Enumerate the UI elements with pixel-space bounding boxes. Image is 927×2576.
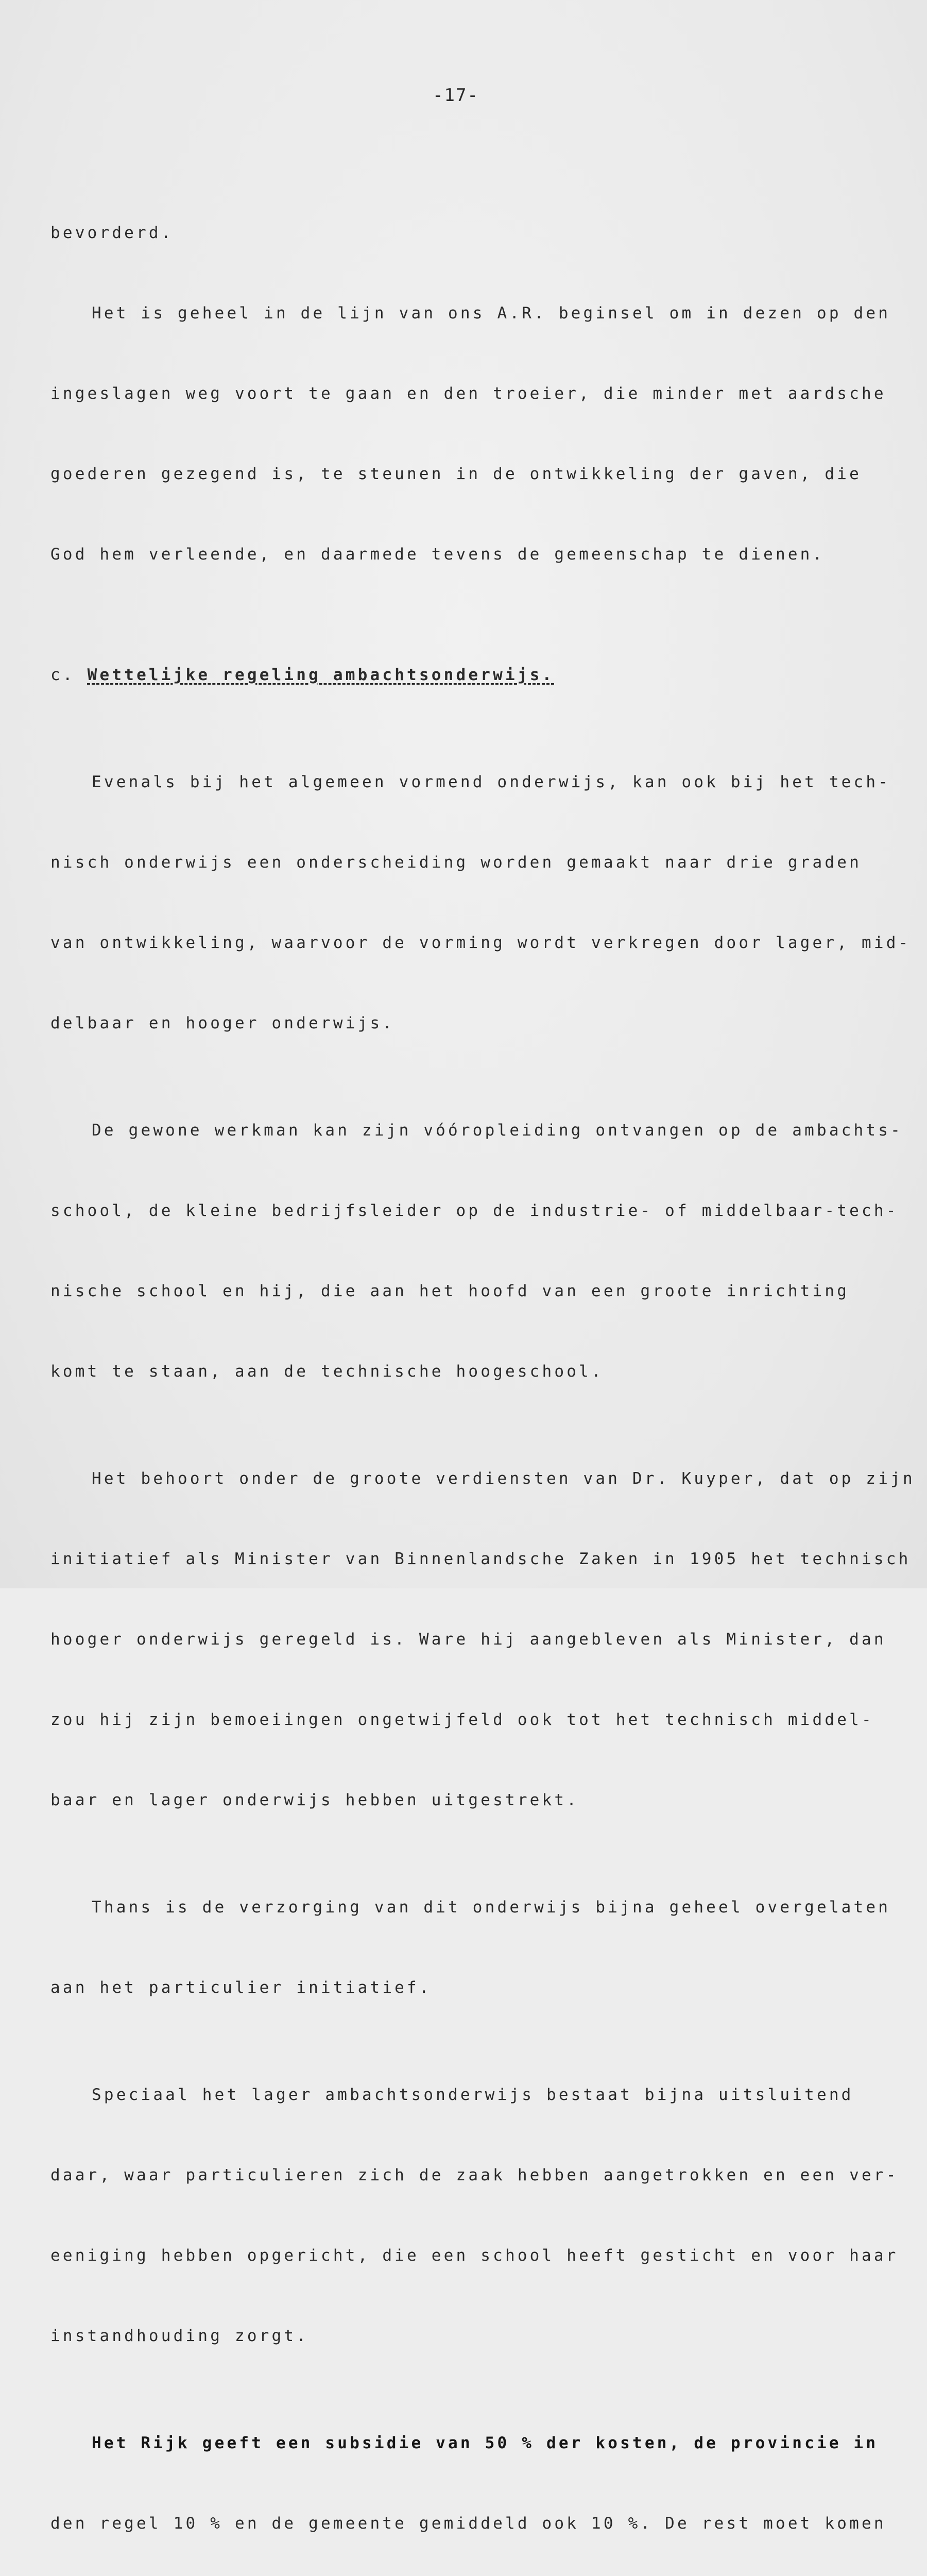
text-line: nisch onderwijs een onderscheiding worden gemaakt naar drie graden [50, 853, 862, 872]
text-line: Speciaal het lager ambachtsonderwijs bestaat bijna uitsluitend [92, 2086, 854, 2104]
text-line: zou hij zijn bemoeiingen ongetwijfeld ook tot het technisch middel- [50, 1710, 874, 1729]
text-line: goederen gezegend is, te steunen in de ontwikkeling der gaven, die [50, 465, 862, 483]
text-line: delbaar en hooger onderwijs. [50, 1014, 395, 1032]
text-line: den regel 10 % en de gemeente gemiddeld ook 10 %. De rest moet komen [50, 2514, 886, 2533]
text-line: Thans is de verzorging van dit onderwijs bijna geheel overgelaten [92, 1898, 891, 1917]
text-line: God hem verleende, en daarmede tevens de gemeenschap te dienen. [50, 545, 825, 564]
text-line: instandhouding zorgt. [50, 2327, 309, 2345]
page-number: -17- [433, 85, 479, 106]
text-line: bevorderd. [50, 224, 174, 242]
text-line: nische school en hij, die aan het hoofd van een groote inrichting [50, 1282, 850, 1300]
text-line: ingeslagen weg voort te gaan en den troeier, die minder met aardsche [50, 384, 886, 403]
document-body [50, 139, 915, 2576]
text-line: initiatief als Minister van Binnenlandsche Zaken in 1905 het technisch [50, 1550, 911, 1568]
text-line: Het is geheel in de lijn van ons A.R. beginsel om in dezen op den [92, 304, 891, 323]
text-line: Het behoort onder de groote verdiensten van Dr. Kuyper, dat op zijn [92, 1469, 915, 1488]
text-line: school, de kleine bedrijfsleider op de industrie- of middelbaar-tech- [50, 1201, 899, 1220]
text-line: Evenals bij het algemeen vormend onderwijs, kan ook bij het tech- [92, 773, 891, 791]
text-line: aan het particulier initiatief. [50, 1978, 432, 1997]
section-marker: c. [50, 666, 75, 684]
text-line: daar, waar particulieren zich de zaak hebben aangetrokken en een ver- [50, 2166, 899, 2184]
section-heading [50, 648, 895, 688]
text-line: komt te staan, aan de technische hoogeschool. [50, 1362, 604, 1381]
section-title: Wettelijke regeling ambachtsonderwijs. [87, 666, 555, 684]
text-line: van ontwikkeling, waarvoor de vorming wordt verkregen door lager, mid- [50, 934, 911, 952]
text-line: Het Rijk geeft een subsidie van 50 % der kosten, de provincie in [92, 2434, 879, 2452]
text-line: hooger onderwijs geregeld is. Ware hij aangebleven als Minister, dan [50, 1630, 886, 1649]
text-line: eeniging hebben opgericht, die een school heeft gesticht en voor haar [50, 2246, 899, 2265]
text-line: De gewone werkman kan zijn vóóropleiding ontvangen op de ambachts- [92, 1121, 903, 1140]
text-line: baar en lager onderwijs hebben uitgestrekt. [50, 1791, 579, 1809]
